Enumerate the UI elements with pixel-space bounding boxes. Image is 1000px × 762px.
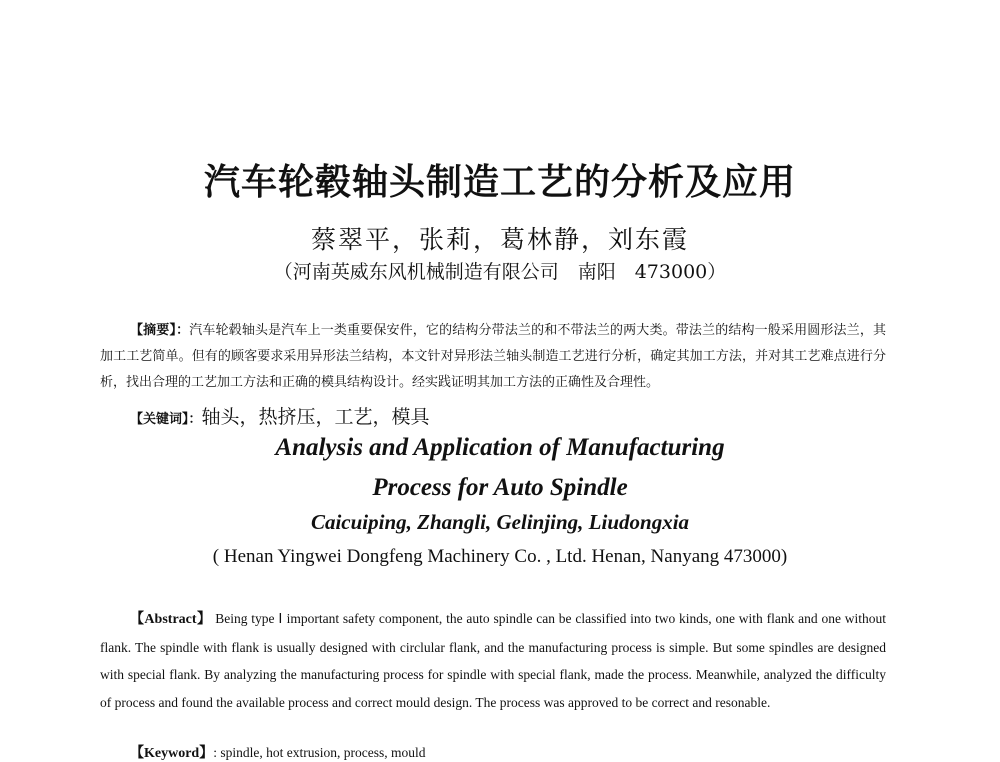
chinese-title: 汽车轮毂轴头制造工艺的分析及应用 [203,161,796,203]
english-abstract-text: Being type Ⅰ important safety component, the auto spindle can be classified into two kinds, one with flank and one without flank. The spindle with flank is usually designed with circlular flank, and the manufacturing process is simple. But some spindles are designed with special flank. By analyzing the manufacturing process for spindle with special flank, made the process. Meanwhile, analyzed the difficulty of process and found the available process and correct mould design. The process was approved to be correct and resonable. [100,611,887,710]
english-affiliation: ( Henan Yingwei Dongfeng Machinery Co. , Ltd. Henan, Nanyang 473000) [212,546,788,567]
chinese-abstract-text: 汽车轮毂轴头是汽车上一类重要保安件，它的结构分带法兰的和不带法兰的两大类。带法兰的结构一般采用圆形法兰，其加工工艺简单。但有的顾客要求采用异形法兰结构，本文针对异形法兰轴头制造工艺进行分析，确定其加工方法，并对其工艺难点进行分析，找出合理的工艺加工方法和正确的模具结构设计。经实践证明其加工方法的正确性及合理性。 [100,323,886,390]
chinese-keywords-text: 轴头，热挤压，工艺，模具 [201,406,430,428]
english-abstract [100,605,886,716]
english-keywords [130,742,425,762]
english-title-line-1: Analysis and Application of Manufacturing [275,434,725,461]
english-abstract-label: 【Abstract】 [130,612,212,627]
english-authors: Caicuiping, Zhangli, Gelinjing, Liudongxia [310,510,690,534]
chinese-authors: 蔡翠平，张莉，葛林静，刘东霞 [310,225,689,254]
english-keywords-text: : spindle, hot extrusion, process, mould [213,745,426,760]
chinese-abstract-label: 【摘要】： [130,323,190,338]
chinese-affiliation: （河南英威东风机械制造有限公司 南阳 473000） [273,261,727,283]
chinese-abstract [100,318,886,396]
english-title-line-2: Process for Auto Spindle [372,474,628,501]
english-keywords-label: 【Keyword】 [130,746,214,761]
chinese-keywords-label: 【关键词】： [130,412,202,427]
chinese-keywords [130,402,430,429]
